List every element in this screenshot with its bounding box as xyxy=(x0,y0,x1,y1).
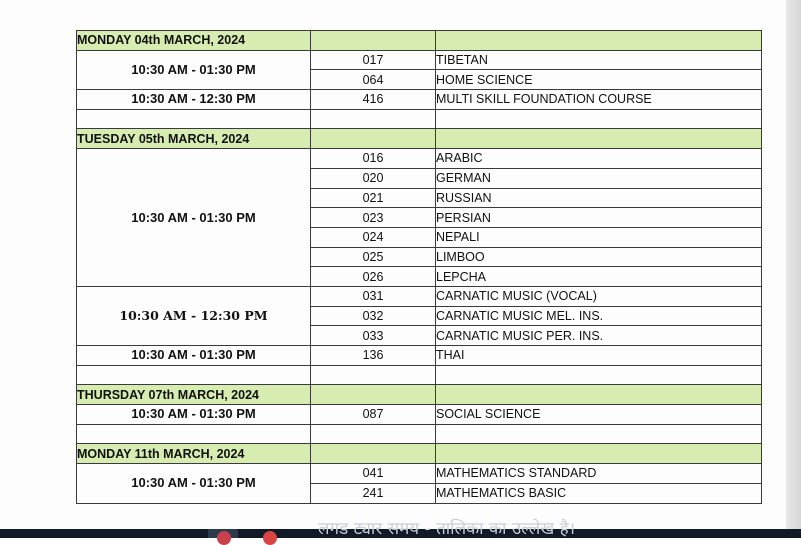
subject-code: 136 xyxy=(311,346,436,366)
subject-name: ARABIC xyxy=(436,149,762,169)
date-row-empty-cell xyxy=(436,31,762,51)
subject-name: MULTI SKILL FOUNDATION COURSE xyxy=(436,90,762,110)
subject-name: RUSSIAN xyxy=(436,188,762,208)
subject-name: PERSIAN xyxy=(436,208,762,228)
taskbar xyxy=(0,519,801,539)
subject-code: 016 xyxy=(311,149,436,169)
subject-code: 041 xyxy=(311,464,436,484)
subject-code: 031 xyxy=(311,286,436,306)
spacer-cell xyxy=(436,424,762,444)
exam-date: MONDAY 04th MARCH, 2024 xyxy=(77,31,311,51)
exam-time: 10:30 AM - 01:30 PM xyxy=(77,50,311,89)
subject-name: TIBETAN xyxy=(436,50,762,70)
spacer-cell xyxy=(311,365,436,385)
exam-time: 10:30 AM - 01:30 PM xyxy=(77,405,311,425)
taskbar-app-icon[interactable] xyxy=(263,531,277,545)
exam-time: 10:30 AM - 12:30 PM xyxy=(77,90,311,110)
subject-code: 241 xyxy=(311,483,436,503)
spacer-row xyxy=(77,365,762,385)
subject-name: LIMBOO xyxy=(436,247,762,267)
exam-schedule-body xyxy=(77,31,762,504)
date-row-empty-cell xyxy=(436,444,762,464)
exam-date: MONDAY 11th MARCH, 2024 xyxy=(77,444,311,464)
spacer-cell xyxy=(436,109,762,129)
spacer-cell xyxy=(436,365,762,385)
exam-time: 10:30 AM - 01:30 PM xyxy=(77,464,311,503)
date-row-empty-cell xyxy=(311,129,436,149)
exam-time: 10:30 AM - 01:30 PM xyxy=(77,346,311,366)
subject-row xyxy=(77,464,762,484)
subject-row xyxy=(77,286,762,306)
date-header-row xyxy=(77,385,762,405)
subject-row xyxy=(77,50,762,70)
spacer-cell xyxy=(77,424,311,444)
date-row-empty-cell xyxy=(311,444,436,464)
subject-name: THAI xyxy=(436,346,762,366)
subject-code: 020 xyxy=(311,168,436,188)
subject-name: HOME SCIENCE xyxy=(436,70,762,90)
subject-code: 024 xyxy=(311,227,436,247)
subject-name: SOCIAL SCIENCE xyxy=(436,405,762,425)
exam-date: THURSDAY 07th MARCH, 2024 xyxy=(77,385,311,405)
subject-row xyxy=(77,405,762,425)
subject-code: 064 xyxy=(311,70,436,90)
subject-name: NEPALI xyxy=(436,227,762,247)
subject-code: 025 xyxy=(311,247,436,267)
subject-code: 017 xyxy=(311,50,436,70)
subject-code: 087 xyxy=(311,405,436,425)
subject-name: MATHEMATICS STANDARD xyxy=(436,464,762,484)
taskbar-overlay-text: लगड ट्यार समय - तालिका का उल्लेख है। xyxy=(318,519,576,539)
subject-code: 026 xyxy=(311,267,436,287)
spacer-cell xyxy=(77,109,311,129)
subject-name: CARNATIC MUSIC PER. INS. xyxy=(436,326,762,346)
date-header-row xyxy=(77,444,762,464)
subject-name: CARNATIC MUSIC (VOCAL) xyxy=(436,286,762,306)
subject-code: 416 xyxy=(311,90,436,110)
exam-schedule-table xyxy=(76,30,762,504)
subject-code: 033 xyxy=(311,326,436,346)
spacer-cell xyxy=(311,109,436,129)
date-row-empty-cell xyxy=(311,385,436,405)
subject-row xyxy=(77,346,762,366)
date-row-empty-cell xyxy=(436,129,762,149)
subject-row xyxy=(77,149,762,169)
date-row-empty-cell xyxy=(311,31,436,51)
spacer-cell xyxy=(311,424,436,444)
subject-name: LEPCHA xyxy=(436,267,762,287)
spacer-row xyxy=(77,109,762,129)
subject-code: 032 xyxy=(311,306,436,326)
taskbar-app-icon[interactable] xyxy=(217,531,231,545)
spacer-cell xyxy=(77,365,311,385)
exam-date: TUESDAY 05th MARCH, 2024 xyxy=(77,129,311,149)
subject-name: CARNATIC MUSIC MEL. INS. xyxy=(436,306,762,326)
date-header-row xyxy=(77,129,762,149)
subject-code: 023 xyxy=(311,208,436,228)
exam-time: 10:30 AM - 01:30 PM xyxy=(77,149,311,287)
subject-name: MATHEMATICS BASIC xyxy=(436,483,762,503)
subject-name: GERMAN xyxy=(436,168,762,188)
exam-time: 10:30 AM - 12:30 PM xyxy=(77,286,311,345)
subject-row xyxy=(77,90,762,110)
spacer-row xyxy=(77,424,762,444)
date-header-row xyxy=(77,31,762,51)
subject-code: 021 xyxy=(311,188,436,208)
date-row-empty-cell xyxy=(436,385,762,405)
page-edge-shadow xyxy=(786,0,801,538)
